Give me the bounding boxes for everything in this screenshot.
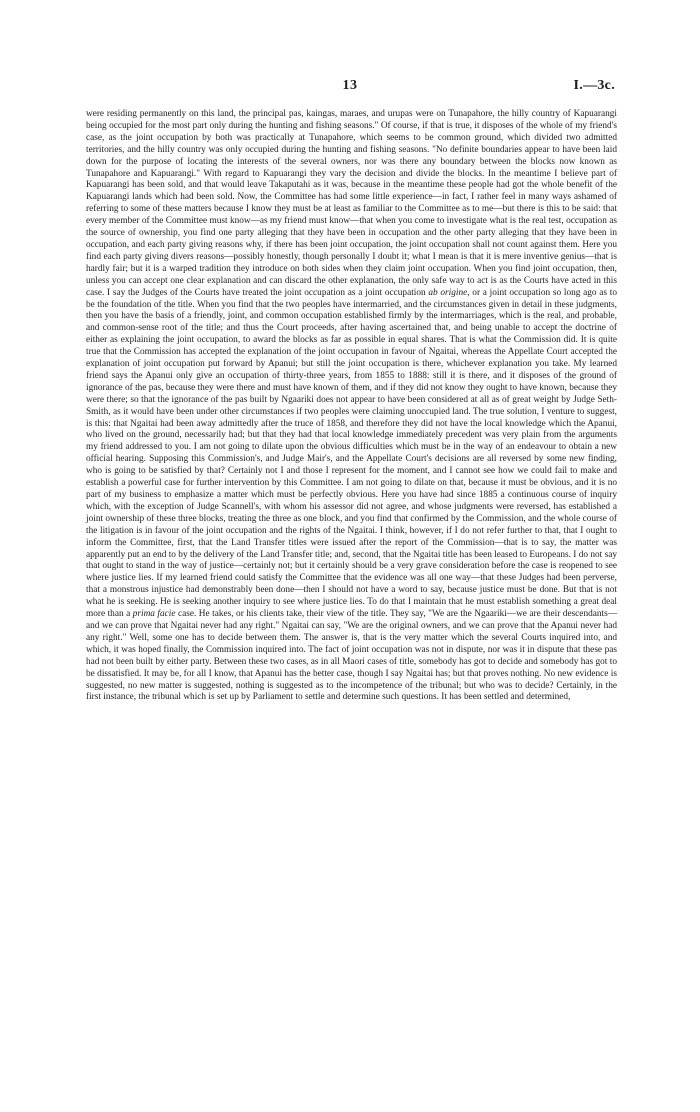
paragraph: were residing permanently on this land, the principal pas, kaingas, maraes, and urupas were on Tunapahore, the hilly country of Kapuarangi being occupied for the most part only during the hunting and fishing seasons." Of course, if that is true, it disposes of the whole of my friend's case, as the joint occupation by both was practically at Tunapahore, which seems to be common ground, which divided two admitted territories, and the hilly country was only occupied during the hunting and fishing seasons. "No definite boundaries appear to have been laid down for the purpose of locating the interests of the several owners, nor was there any boundary between the blocks now known as Tunapahore and Kapuarangi." With regard to Kapuarangi they vary the decision and divide the blocks. In the meantime I believe part of Kapuarangi has been sold, and that would leave Takaputahi as it was, because in the meantime these people had got the whole benefit of the Kapuarangi lands which had been sold. Now, the Committee has had some little experience—in fact, I rather feel in many ways ashamed of referring to some of these matters because I know they must be at least as familiar to the Committee as to me—but there is this to be said: that every member of the Committee must know—as my friend must know—that when you come to investigate what is the real test, occupation as the source of ownership, you find one party alleging that they have been in occupation and the other party alleging that they have been in occupation, and each party giving reasons why, if there has been joint occupation, the joint occupation shall not count against them. Here you find each party giving divers reasons—possibly honestly, though personally I doubt it; what I mean is that it is mere inventive genius—that is hardly fair; but it is a warped tradition they introduce on both sides when they claim joint occupation. When you find joint occupation, then, unless you can accept one clear explanation and can discard the other explanation, the only safe way to act is as the Courts have acted in this case. I say the Judges of the Courts have treated the joint occupation as a joint occupation ab origine, or a joint occupation so long ago as to be the foundation of the title. When you find that the two peoples have intermarried, and the circumstances given in detail in these judgments, then you have the basis of a friendly, joint, and common occupation established firmly by the intermarriages, which is the real, and probable, and common-sense root of the title; and thus the Court proceeds, after having ascertained that, and being unable to accept the doctrine of either as explaining the joint occupation, to award the blocks as far as possible in equal shares. That is what the Commission did. It is quite true that the Commission has accepted the explanation of the joint occupation in favour of Ngaitai, whereas the Appellate Court accepted the explanation of joint occupation put forward by Apanui; but still the joint occupation is there, whichever explanation you take. My learned friend says the Apanui only give an occupation of thirty-three years, from 1855 to 1888: still it is there, and it disposes of the ground of ignorance of the pas, because they were there and must have known of them, and if they did not know they ought to have known, because they were there; so that the ignorance of the pas built by Ngaariki does not appear to have been considered at all as of great weight by Judge Seth-Smith, as it would have been under other circumstances if two peoples were claiming unoccupied land. The true solution, I venture to suggest, is this: that Ngaitai had been away admittedly after the truce of 1858, and therefore they did not have the local knowledge which the Apanui, who lived on the ground, necessarily had; but that they had that local knowledge immediately precedent was very plain from the arguments my friend addressed to you. I am not going to dilate upon the obvious difficulties which must be in the way of an endeavour to obtain a new official hearing. Supposing this Commission's, and Judge Mair's, and the Appellate Court's decisions are all reversed by some new finding, who is going to be satisfied by that? Certainly not I and those I represent for the moment, and I cannot see how we could fail to make and establish a powerful case for further intervention by this Committee. I am not going to dilate on that, because it must be obvious, and it is no part of my business to emphasize a matter which must be perfectly obvious. Here you have had since 1885 a continuous course of inquiry which, with the exception of Judge Scannell's, with whom his assessor did not agree, and whose judgments were reversed, has established a joint ownership of these three blocks, treating the three as one block, and you find that confirmed by the Commission, and the whole course of the litigation is in favour of the joint occupation and the rights of the Ngaitai. I think, however, if I do not refer further to that, that I ought to inform the Committee, first, that the Land Transfer titles were issued after the report of the Commission—that is to say, the matter was apparently put an end to by the delivery of the Land Transfer title; and, second, that the Ngaitai title has been leased to Europeans. I do not say that ought to stand in the way of justice—certainly not; but it certainly should be a very grave consideration before the case is reopened to see where justice lies. If my learned friend could satisfy the Committee that the evidence was all one way—that these Judges had been perverse, that a monstrous injustice had demonstrably been done—then I should not have a word to say, because justice must be done. But that is not what he is seeking. He is seeking another inquiry to see where justice lies. To do that I maintain that he must establish something a great deal more than a prima facie case. He takes, or his clients take, their view of the title. They say, "We are the Ngaariki—we are their descendants—and we can prove that Ngaitai never had any right." Ngaitai can say, "We are the original owners, and we can prove that the Apanui never had any right." Well, some one has to decide between them. The answer is, that is the very matter which the several Courts inquired into, and which, it was hoped finally, the Commission inquired into. The fact of joint occupation was not in dispute, nor was it in dispute that these pas had not been built by either party. Between these two cases, as in all Maori cases of title, somebody has got to decide and somebody has got to be dissatisfied. It may be, for all I know, that Apanui has the better case, though I say Ngaitai has; but that proves nothing. No new evidence is suggested, no new matter is suggested, nothing is suggested as to the incompetence of the tribunal; but who was to decide? Certainly, in the first instance, the tribunal which is set up by Parliament to settle and determine such questions. It has been settled and determined, xyxy=(86,109,618,703)
page-number: 13 xyxy=(342,78,358,93)
page-header xyxy=(0,78,700,98)
document-reference: I.—3c. xyxy=(573,78,615,93)
body-text xyxy=(86,109,617,704)
